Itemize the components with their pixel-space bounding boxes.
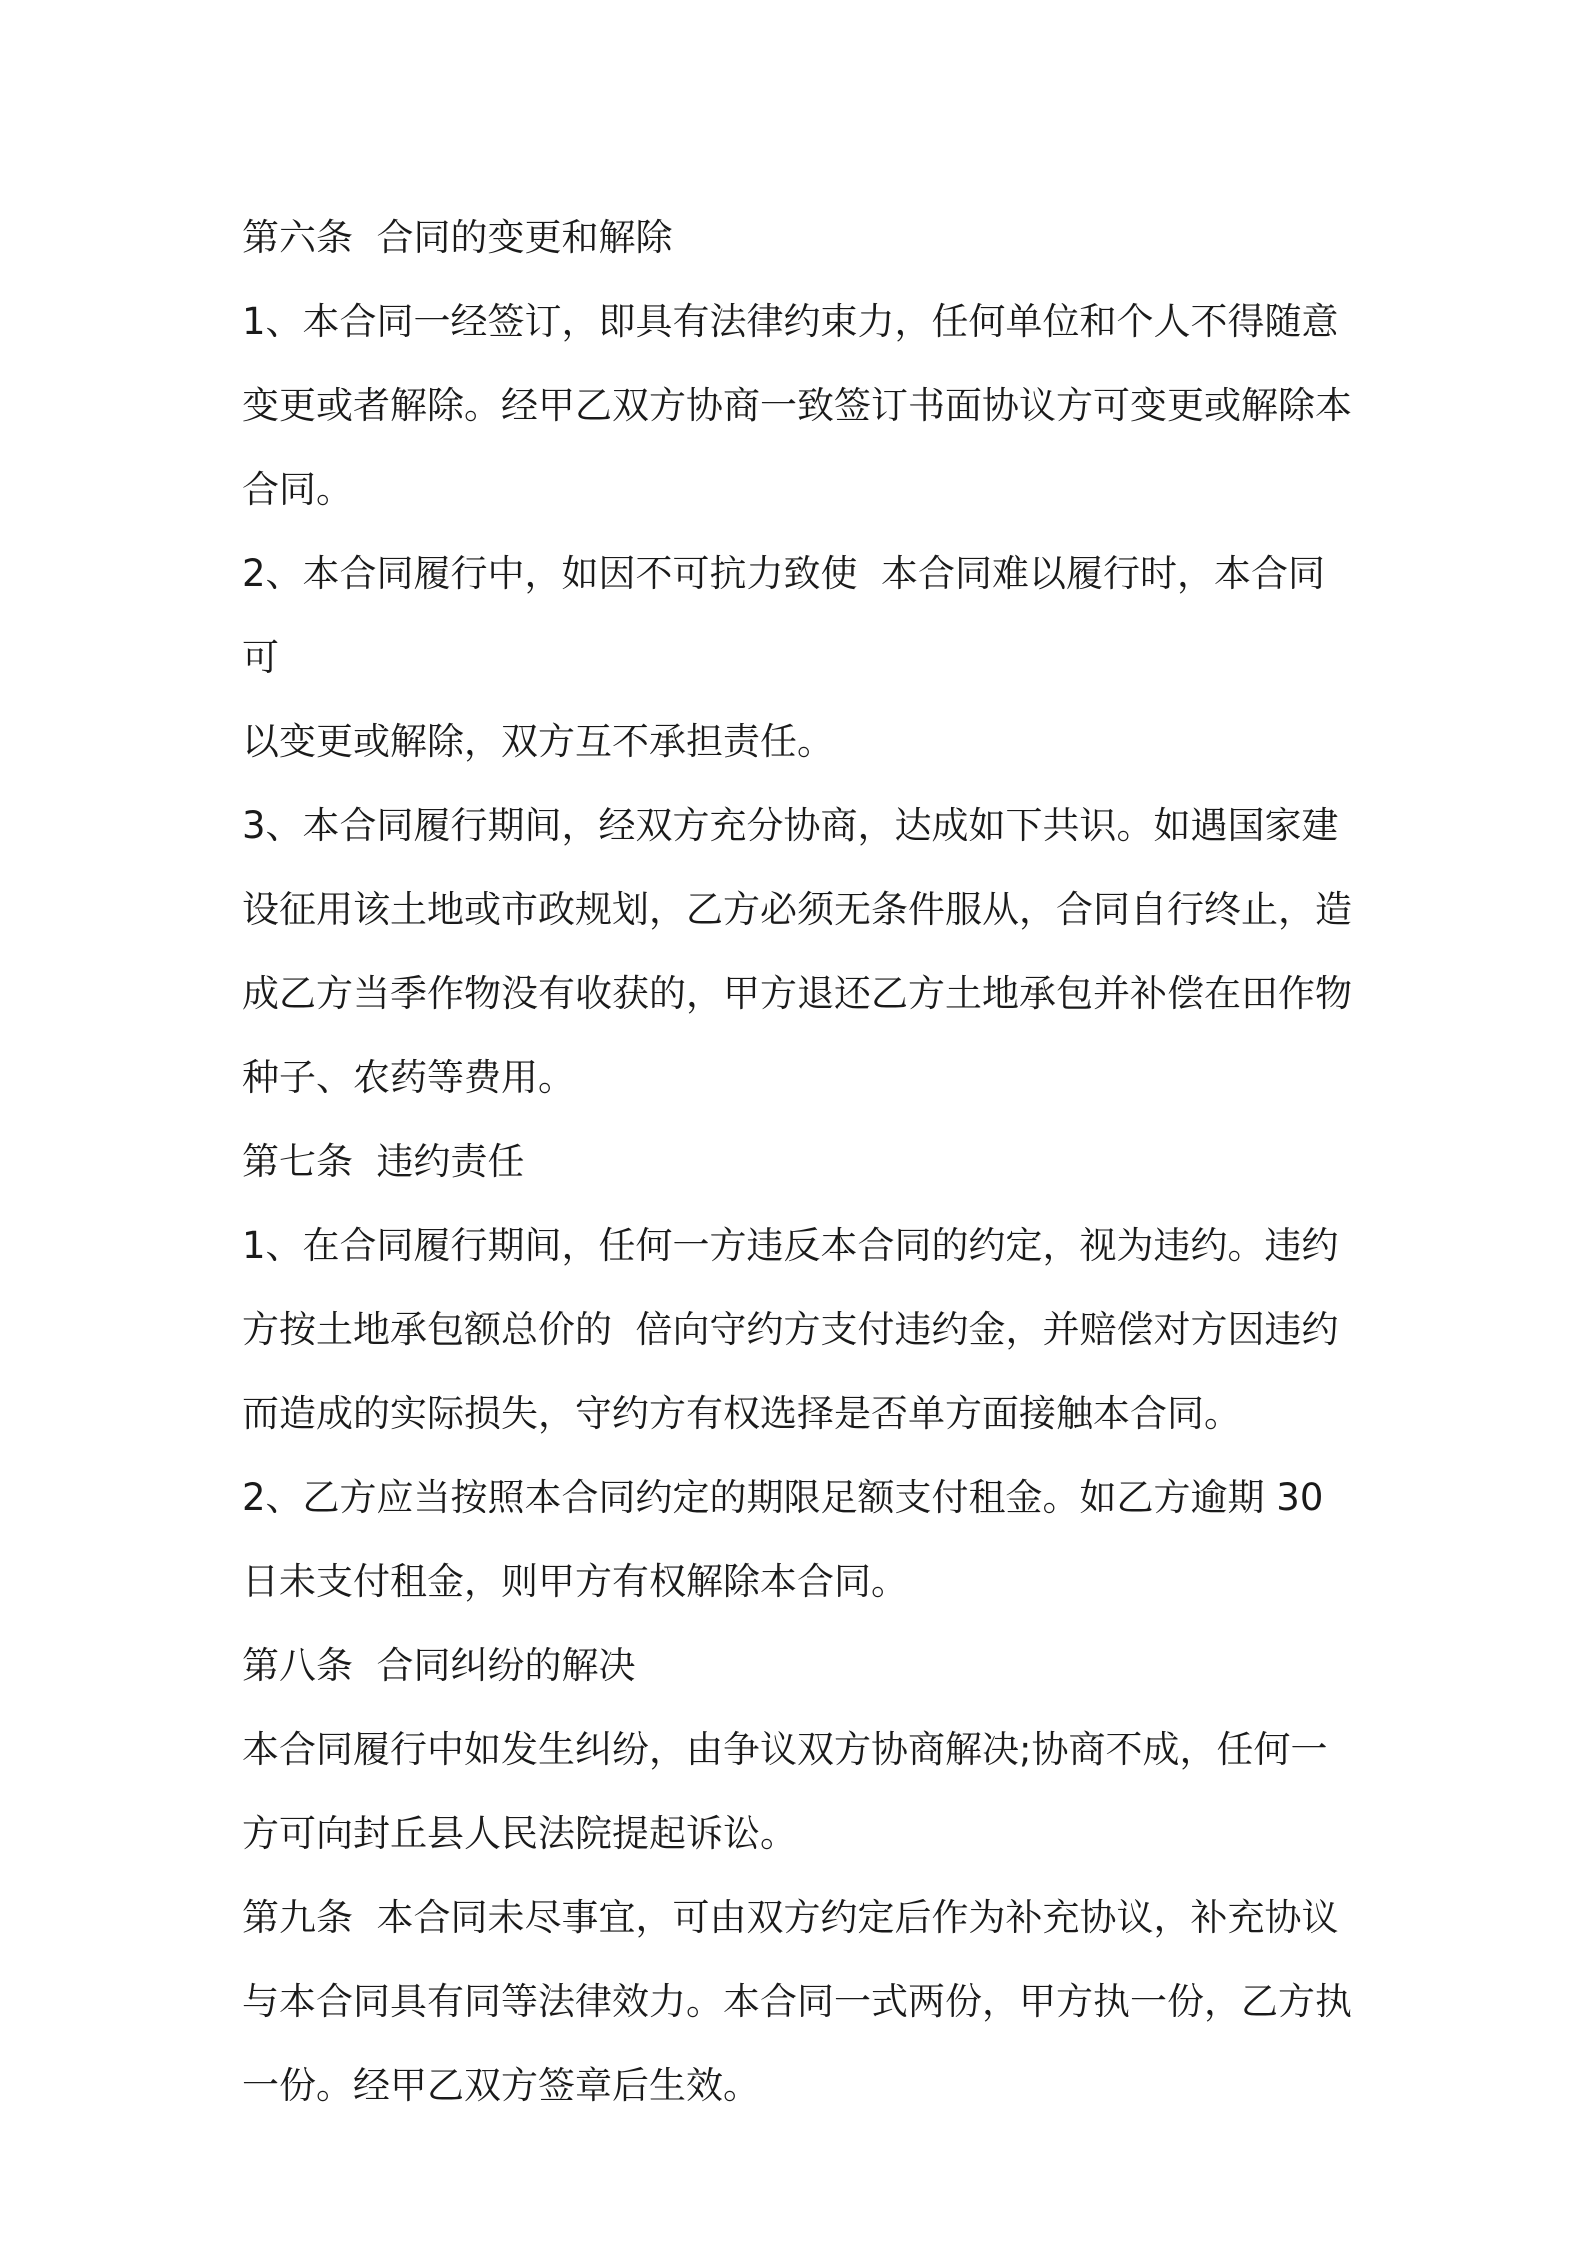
article-8-heading: 第八条 合同纠纷的解决 [242,1644,636,1687]
text-line: 变更或者解除。经甲乙双方协商一致签订书面协议方可变更或解除本 [242,384,1352,427]
text-line: 以变更或解除，双方互不承担责任。 [242,720,834,763]
article-9-heading: 第九条 本合同未尽事宜，可由双方约定后作为补充协议，补充协议 [242,1896,1339,1939]
text-line: 1、本合同一经签订，即具有法律约束力，任何单位和个人不得随意 [242,300,1339,343]
text-line: 2、本合同履行中，如因不可抗力致使 本合同难以履行时，本合同可 [242,552,1326,679]
text-line: 1、在合同履行期间，任何一方违反本合同的约定，视为违约。违约 [242,1224,1339,1267]
text-line: 而造成的实际损失，守约方有权选择是否单方面接触本合同。 [242,1392,1241,1435]
text-line: 本合同履行中如发生纠纷，由争议双方协商解决;协商不成，任何一 [242,1728,1328,1771]
text-line: 方可向封丘县人民法院提起诉讼。 [242,1812,797,1855]
text-line: 成乙方当季作物没有收获的，甲方退还乙方土地承包并补偿在田作物 [242,972,1352,1015]
text-line: 合同。 [242,468,353,511]
text-line: 方按土地承包额总价的 倍向守约方支付违约金，并赔偿对方因违约 [242,1308,1339,1351]
text-line: 与本合同具有同等法律效力。本合同一式两份，甲方执一份，乙方执 [242,1980,1352,2023]
document-body [242,196,1362,2128]
text-line: 一份。经甲乙双方签章后生效。 [242,2064,760,2107]
text-line: 2、乙方应当按照本合同约定的期限足额支付租金。如乙方逾期 30 [242,1476,1324,1519]
text-line: 设征用该土地或市政规划，乙方必须无条件服从，合同自行终止，造 [242,888,1352,931]
article-6-heading: 第六条 合同的变更和解除 [242,216,673,259]
text-line: 种子、农药等费用。 [242,1056,575,1099]
text-line: 日未支付租金，则甲方有权解除本合同。 [242,1560,908,1603]
article-7-heading: 第七条 违约责任 [242,1140,525,1183]
text-line: 3、本合同履行期间，经双方充分协商，达成如下共识。如遇国家建 [242,804,1339,847]
